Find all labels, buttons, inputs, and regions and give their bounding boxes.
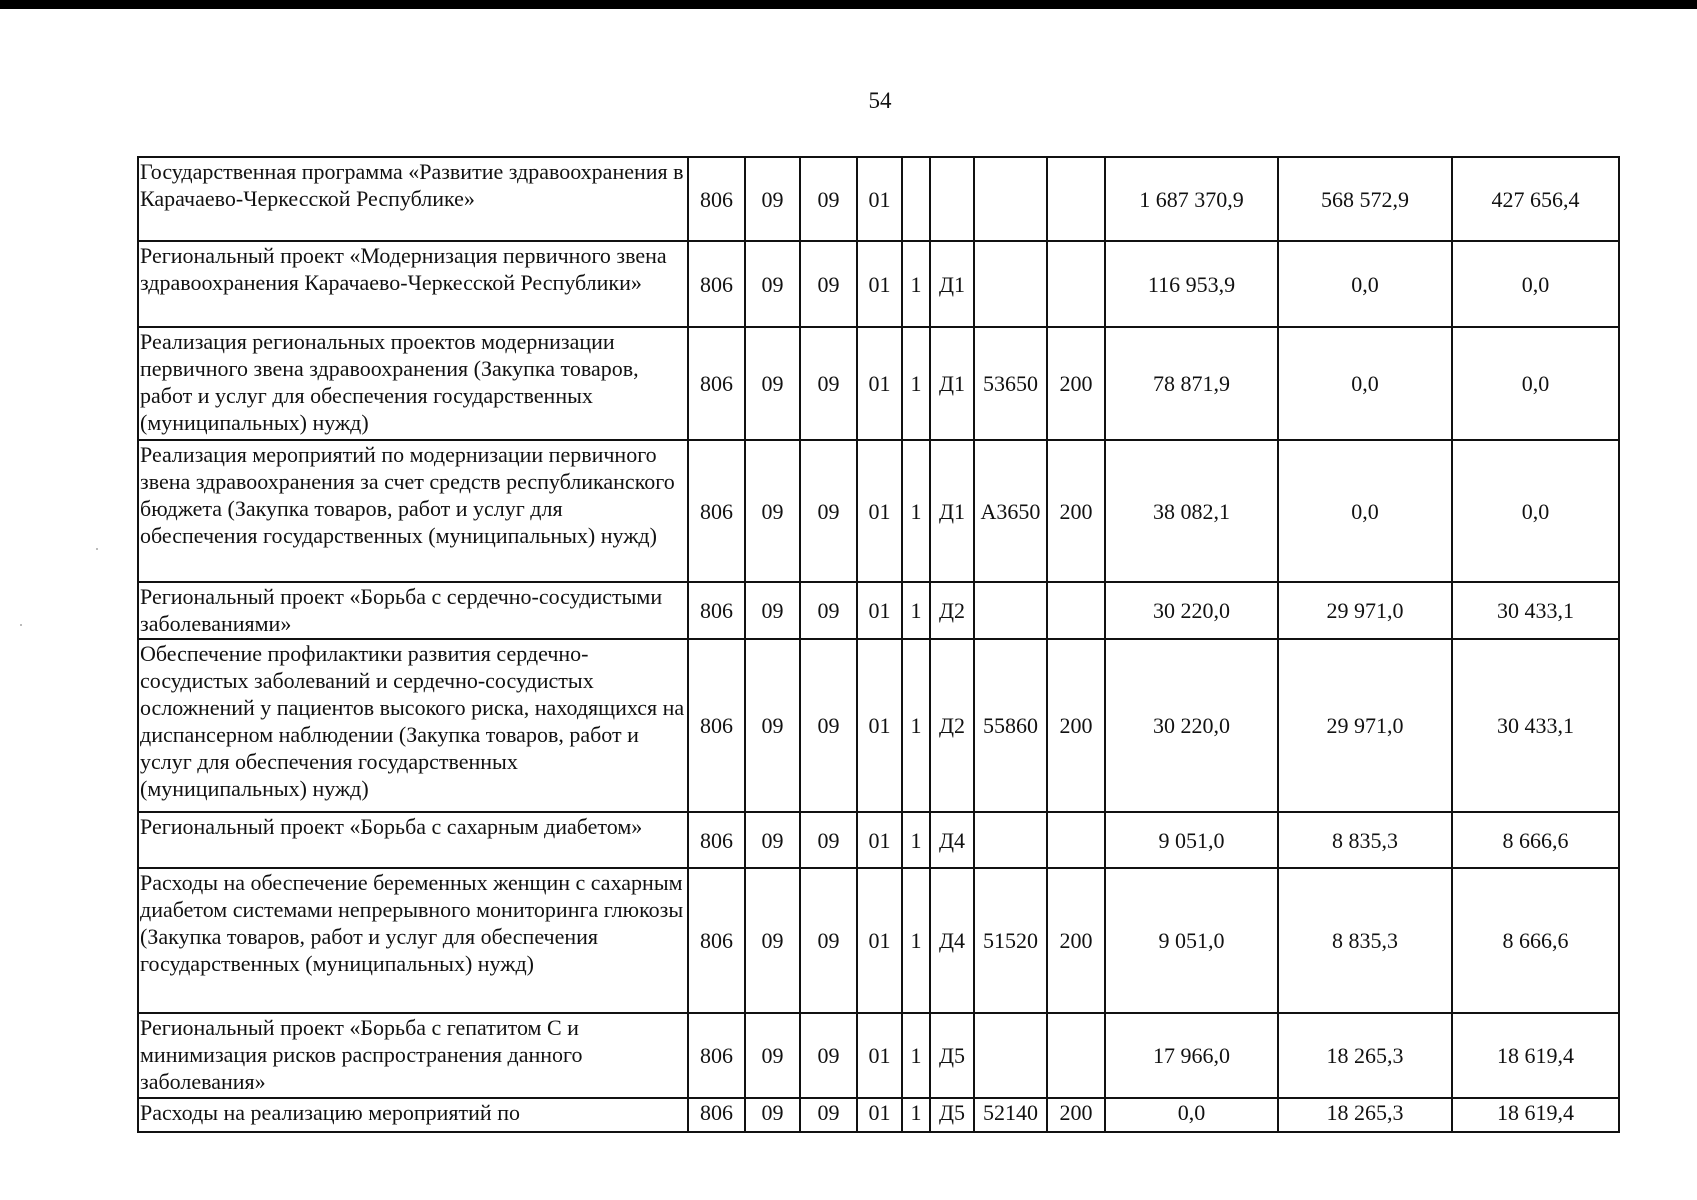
cell-expense-direction: 51520: [974, 868, 1047, 1013]
cell-project: Д1: [930, 327, 974, 440]
cell-amount-year-2: 18 265,3: [1278, 1013, 1452, 1098]
cell-subprogram: 1: [902, 241, 930, 327]
cell-section: 09: [745, 327, 800, 440]
table-row: [138, 868, 1619, 1013]
table-body: [138, 157, 1619, 1132]
table-row: [138, 812, 1619, 868]
row-name: Региональный проект «Борьба с сердечно-сосудистыми заболеваниями»: [138, 582, 688, 639]
cell-section: 09: [745, 241, 800, 327]
row-name: Расходы на реализацию мероприятий по: [138, 1098, 688, 1132]
cell-project: Д2: [930, 582, 974, 639]
cell-expense-direction: [974, 241, 1047, 327]
cell-amount-year-3: 0,0: [1452, 241, 1619, 327]
cell-project: Д5: [930, 1098, 974, 1132]
cell-expense-type: 200: [1047, 1098, 1105, 1132]
cell-amount-year-1: 38 082,1: [1105, 440, 1278, 582]
cell-ministry-code: 806: [688, 812, 745, 868]
cell-ministry-code: 806: [688, 327, 745, 440]
cell-project: Д4: [930, 812, 974, 868]
cell-project: Д1: [930, 440, 974, 582]
cell-expense-direction: [974, 157, 1047, 241]
cell-expense-type: [1047, 582, 1105, 639]
cell-subsection: 09: [800, 639, 857, 812]
row-name: Обеспечение профилактики развития сердечно-сосудистых заболеваний и сердечно-сосудистых осложнений у пациентов высокого риска, находящихся на диспансерном наблюдении (Закупка товаров, работ и услуг для обеспечения государственных (муниципальных) нужд): [138, 639, 688, 812]
cell-expense-direction: 53650: [974, 327, 1047, 440]
cell-expense-direction: 55860: [974, 639, 1047, 812]
cell-subprogram: [902, 157, 930, 241]
cell-program: 01: [857, 582, 902, 639]
table-row: [138, 157, 1619, 241]
cell-amount-year-1: 1 687 370,9: [1105, 157, 1278, 241]
cell-expense-type: [1047, 1013, 1105, 1098]
cell-expense-type: 200: [1047, 440, 1105, 582]
cell-amount-year-3: 18 619,4: [1452, 1013, 1619, 1098]
cell-program: 01: [857, 1013, 902, 1098]
cell-expense-direction: А3650: [974, 440, 1047, 582]
cell-ministry-code: 806: [688, 440, 745, 582]
cell-section: 09: [745, 812, 800, 868]
cell-amount-year-1: 30 220,0: [1105, 582, 1278, 639]
cell-ministry-code: 806: [688, 639, 745, 812]
table-row: [138, 440, 1619, 582]
cell-subsection: 09: [800, 157, 857, 241]
cell-project: Д5: [930, 1013, 974, 1098]
cell-program: 01: [857, 440, 902, 582]
cell-amount-year-3: 8 666,6: [1452, 868, 1619, 1013]
cell-project: [930, 157, 974, 241]
cell-expense-type: [1047, 812, 1105, 868]
cell-subsection: 09: [800, 868, 857, 1013]
cell-ministry-code: 806: [688, 1013, 745, 1098]
row-name: Реализация мероприятий по модернизации первичного звена здравоохранения за счет средств республиканского бюджета (Закупка товаров, работ и услуг для обеспечения государственных (муниципальных) нужд): [138, 440, 688, 582]
cell-amount-year-2: 0,0: [1278, 327, 1452, 440]
cell-ministry-code: 806: [688, 1098, 745, 1132]
cell-subprogram: 1: [902, 440, 930, 582]
table-row: [138, 582, 1619, 639]
cell-amount-year-1: 78 871,9: [1105, 327, 1278, 440]
cell-program: 01: [857, 327, 902, 440]
cell-subprogram: 1: [902, 868, 930, 1013]
cell-project: Д2: [930, 639, 974, 812]
cell-project: Д1: [930, 241, 974, 327]
cell-subsection: 09: [800, 812, 857, 868]
cell-amount-year-2: 568 572,9: [1278, 157, 1452, 241]
cell-amount-year-1: 0,0: [1105, 1098, 1278, 1132]
cell-section: 09: [745, 440, 800, 582]
cell-expense-direction: 52140: [974, 1098, 1047, 1132]
cell-ministry-code: 806: [688, 157, 745, 241]
row-name: Региональный проект «Модернизация первичного звена здравоохранения Карачаево-Черкесской Республики»: [138, 241, 688, 327]
cell-section: 09: [745, 157, 800, 241]
cell-program: 01: [857, 241, 902, 327]
cell-expense-direction: [974, 1013, 1047, 1098]
cell-project: Д4: [930, 868, 974, 1013]
cell-amount-year-2: 0,0: [1278, 440, 1452, 582]
cell-amount-year-3: 18 619,4: [1452, 1098, 1619, 1132]
cell-ministry-code: 806: [688, 868, 745, 1013]
cell-amount-year-2: 8 835,3: [1278, 868, 1452, 1013]
row-name: Региональный проект «Борьба с гепатитом С и минимизация рисков распространения данного заболевания»: [138, 1013, 688, 1098]
cell-expense-type: [1047, 157, 1105, 241]
cell-amount-year-3: 30 433,1: [1452, 582, 1619, 639]
table-row: [138, 241, 1619, 327]
cell-amount-year-3: 427 656,4: [1452, 157, 1619, 241]
cell-section: 09: [745, 582, 800, 639]
cell-program: 01: [857, 868, 902, 1013]
cell-amount-year-2: 29 971,0: [1278, 639, 1452, 812]
cell-amount-year-2: 29 971,0: [1278, 582, 1452, 639]
cell-subprogram: 1: [902, 812, 930, 868]
cell-subprogram: 1: [902, 327, 930, 440]
cell-amount-year-2: 8 835,3: [1278, 812, 1452, 868]
cell-amount-year-2: 0,0: [1278, 241, 1452, 327]
cell-expense-type: 200: [1047, 868, 1105, 1013]
cell-amount-year-3: 0,0: [1452, 440, 1619, 582]
cell-amount-year-1: 9 051,0: [1105, 868, 1278, 1013]
cell-subprogram: 1: [902, 582, 930, 639]
cell-amount-year-1: 17 966,0: [1105, 1013, 1278, 1098]
cell-amount-year-1: 116 953,9: [1105, 241, 1278, 327]
scan-speck: [20, 624, 22, 626]
cell-subsection: 09: [800, 327, 857, 440]
cell-expense-direction: [974, 812, 1047, 868]
cell-ministry-code: 806: [688, 582, 745, 639]
cell-expense-type: [1047, 241, 1105, 327]
cell-amount-year-2: 18 265,3: [1278, 1098, 1452, 1132]
cell-subsection: 09: [800, 582, 857, 639]
table-row: [138, 1098, 1619, 1132]
cell-amount-year-3: 8 666,6: [1452, 812, 1619, 868]
cell-section: 09: [745, 1098, 800, 1132]
cell-amount-year-1: 9 051,0: [1105, 812, 1278, 868]
table-row: [138, 1013, 1619, 1098]
scan-top-edge: [0, 0, 1697, 9]
cell-section: 09: [745, 868, 800, 1013]
cell-ministry-code: 806: [688, 241, 745, 327]
cell-program: 01: [857, 639, 902, 812]
cell-subprogram: 1: [902, 1013, 930, 1098]
cell-expense-type: 200: [1047, 639, 1105, 812]
cell-amount-year-1: 30 220,0: [1105, 639, 1278, 812]
cell-section: 09: [745, 639, 800, 812]
cell-subsection: 09: [800, 1098, 857, 1132]
cell-expense-type: 200: [1047, 327, 1105, 440]
row-name: Расходы на обеспечение беременных женщин с сахарным диабетом системами непрерывного мониторинга глюкозы (Закупка товаров, работ и услуг для обеспечения государственных (муниципальных) нужд): [138, 868, 688, 1013]
scan-speck: [96, 548, 98, 550]
cell-amount-year-3: 0,0: [1452, 327, 1619, 440]
table-row: [138, 327, 1619, 440]
cell-program: 01: [857, 812, 902, 868]
row-name: Реализация региональных проектов модернизации первичного звена здравоохранения (Закупка товаров, работ и услуг для обеспечения государственных (муниципальных) нужд): [138, 327, 688, 440]
cell-program: 01: [857, 157, 902, 241]
cell-program: 01: [857, 1098, 902, 1132]
cell-section: 09: [745, 1013, 800, 1098]
budget-table: [137, 156, 1620, 1133]
page-number: 54: [868, 88, 892, 113]
row-name: Региональный проект «Борьба с сахарным диабетом»: [138, 812, 688, 868]
cell-expense-direction: [974, 582, 1047, 639]
cell-subsection: 09: [800, 440, 857, 582]
table-row: [138, 639, 1619, 812]
cell-subsection: 09: [800, 241, 857, 327]
cell-amount-year-3: 30 433,1: [1452, 639, 1619, 812]
cell-subprogram: 1: [902, 639, 930, 812]
cell-subprogram: 1: [902, 1098, 930, 1132]
cell-subsection: 09: [800, 1013, 857, 1098]
row-name: Государственная программа «Развитие здравоохранения в Карачаево-Черкесской Республике»: [138, 157, 688, 241]
